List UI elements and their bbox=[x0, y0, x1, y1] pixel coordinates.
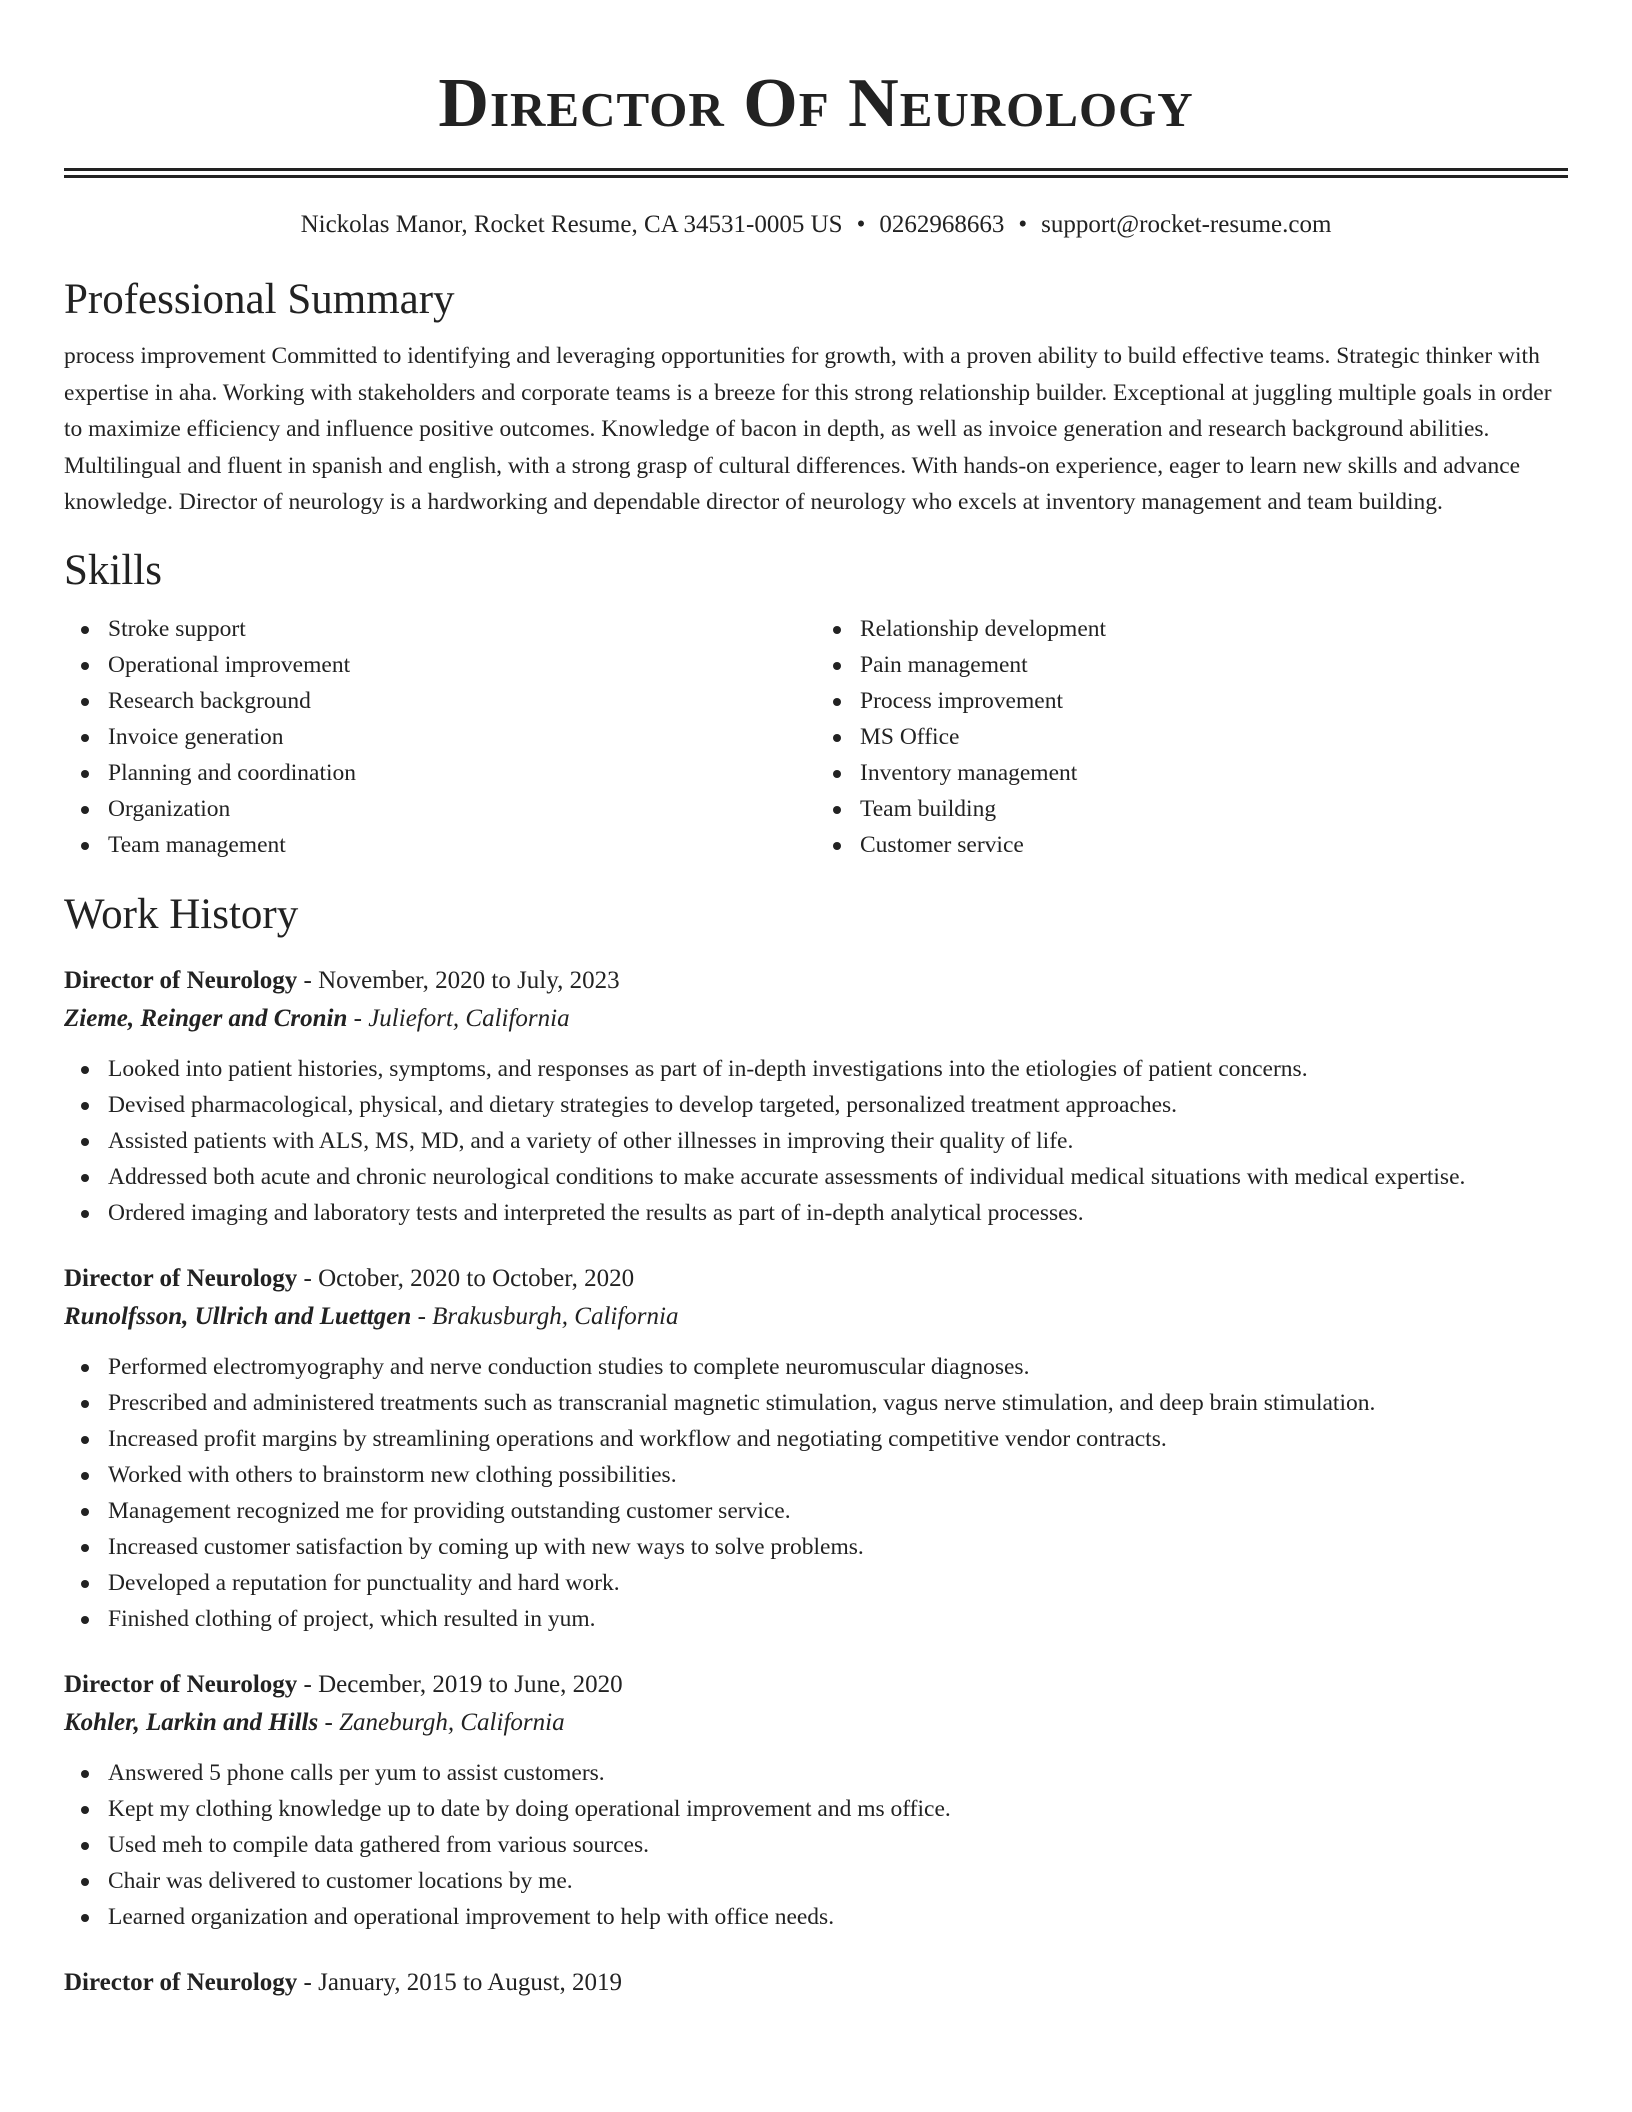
job-entry bbox=[64, 963, 1568, 1231]
duty-item: Learned organization and operational improvement to help with office needs. bbox=[108, 1899, 1568, 1935]
job-dates: - October, 2020 to October, 2020 bbox=[297, 1264, 635, 1292]
resume-page bbox=[64, 0, 1568, 2001]
duty-item: Devised pharmacological, physical, and dietary strategies to develop targeted, personalized treatment approaches. bbox=[108, 1087, 1568, 1123]
job-dates: - January, 2015 to August, 2019 bbox=[297, 1968, 623, 1996]
duty-item: Looked into patient histories, symptoms, and responses as part of in-depth investigations into the etiologies of patient concerns. bbox=[108, 1051, 1568, 1087]
duty-item: Kept my clothing knowledge up to date by doing operational improvement and ms office. bbox=[108, 1791, 1568, 1827]
job-title-line bbox=[64, 1261, 1568, 1297]
duty-item: Chair was delivered to customer locations by me. bbox=[108, 1863, 1568, 1899]
job-title-line bbox=[64, 1667, 1568, 1703]
summary-section bbox=[64, 272, 1568, 521]
skill-item: Customer service bbox=[860, 827, 1568, 863]
duty-item: Addressed both acute and chronic neurological conditions to make accurate assessments of individual medical situations with medical expertise. bbox=[108, 1159, 1568, 1195]
skill-item: Team building bbox=[860, 791, 1568, 827]
skill-item: Inventory management bbox=[860, 755, 1568, 791]
company-line bbox=[64, 999, 1568, 1039]
skill-item: Team management bbox=[108, 827, 816, 863]
company-name: Runolfsson, Ullrich and Luettgen bbox=[64, 1302, 412, 1330]
skill-item: Process improvement bbox=[860, 683, 1568, 719]
job-duties bbox=[64, 1349, 1568, 1637]
summary-heading: Professional Summary bbox=[64, 276, 455, 323]
skill-item: MS Office bbox=[860, 719, 1568, 755]
duty-item: Used meh to compile data gathered from various sources. bbox=[108, 1827, 1568, 1863]
job-title-line bbox=[64, 963, 1568, 999]
company-location: - Juliefort, California bbox=[347, 1004, 570, 1032]
job-title-line bbox=[64, 1965, 1568, 2001]
skills-heading: Skills bbox=[64, 546, 162, 594]
work-history-heading: Work History bbox=[64, 890, 299, 938]
skills-section bbox=[64, 543, 1568, 863]
job-duties bbox=[64, 1051, 1568, 1231]
duty-item: Performed electromyography and nerve conduction studies to complete neuromuscular diagnoses. bbox=[108, 1349, 1568, 1385]
job-title: Director of Neurology bbox=[64, 1968, 298, 1996]
skill-item: Planning and coordination bbox=[108, 755, 816, 791]
duty-item: Increased customer satisfaction by coming up with new ways to solve problems. bbox=[108, 1529, 1568, 1565]
skill-item: Pain management bbox=[860, 647, 1568, 683]
duty-item: Developed a reputation for punctuality and hard work. bbox=[108, 1565, 1568, 1601]
summary-text: process improvement Committed to identifying and leveraging opportunities for growth, with a proven ability to build effective teams. Strategic thinker with expertise in aha. Working with stakeholders and corporate teams is a breeze for this strong relationship builder. Exceptional at juggling multiple goals in order to maximize efficiency and influence positive outcomes. Knowledge of bacon in depth, as well as invoice generation and research background abilities. Multilingual and fluent in spanish and english, with a strong grasp of cultural differences. With hands-on experience, eager to learn new skills and advance knowledge. Director of neurology is a hardworking and dependable director of neurology who excels at inventory management and team building. bbox=[64, 343, 1552, 515]
skills-column-left bbox=[64, 611, 816, 863]
company-name: Kohler, Larkin and Hills bbox=[64, 1708, 319, 1736]
contact-line bbox=[64, 208, 1568, 242]
company-line bbox=[64, 1703, 1568, 1743]
skill-item: Organization bbox=[108, 791, 816, 827]
skill-item: Relationship development bbox=[860, 611, 1568, 647]
contact-separator: • bbox=[1018, 211, 1028, 238]
contact-email: support@rocket-resume.com bbox=[1041, 211, 1332, 238]
job-entry bbox=[64, 1261, 1568, 1637]
job-dates: - November, 2020 to July, 2023 bbox=[297, 966, 620, 994]
duty-item: Management recognized me for providing outstanding customer service. bbox=[108, 1493, 1568, 1529]
contact-phone: 0262968663 bbox=[879, 211, 1005, 238]
contact-separator: • bbox=[856, 211, 866, 238]
job-title: Director of Neurology bbox=[64, 966, 298, 994]
company-location: - Brakusburgh, California bbox=[411, 1302, 679, 1330]
job-dates: - December, 2019 to June, 2020 bbox=[297, 1670, 623, 1698]
job-entry bbox=[64, 1965, 1568, 2001]
contact-address: Nickolas Manor, Rocket Resume, CA 34531-0005 US bbox=[300, 211, 843, 238]
company-location: - Zaneburgh, California bbox=[318, 1708, 565, 1736]
skill-item: Stroke support bbox=[108, 611, 816, 647]
skill-item: Operational improvement bbox=[108, 647, 816, 683]
work-history-section bbox=[64, 887, 1568, 2001]
duty-item: Increased profit margins by streamlining operations and workflow and negotiating competitive vendor contracts. bbox=[108, 1421, 1568, 1457]
duty-item: Finished clothing of project, which resulted in yum. bbox=[108, 1601, 1568, 1637]
duty-item: Worked with others to brainstorm new clothing possibilities. bbox=[108, 1457, 1568, 1493]
skills-grid bbox=[64, 611, 1568, 863]
job-title: Director of Neurology bbox=[64, 1670, 298, 1698]
duty-item: Assisted patients with ALS, MS, MD, and a variety of other illnesses in improving their quality of life. bbox=[108, 1123, 1568, 1159]
company-line bbox=[64, 1297, 1568, 1337]
resume-title: Director Of Neurology bbox=[438, 65, 1194, 142]
skill-item: Invoice generation bbox=[108, 719, 816, 755]
job-duties bbox=[64, 1755, 1568, 1935]
company-name: Zieme, Reinger and Cronin bbox=[64, 1004, 348, 1032]
title-divider bbox=[64, 168, 1568, 178]
duty-item: Prescribed and administered treatments such as transcranial magnetic stimulation, vagus nerve stimulation, and deep brain stimulation. bbox=[108, 1385, 1568, 1421]
job-title: Director of Neurology bbox=[64, 1264, 298, 1292]
skill-item: Research background bbox=[108, 683, 816, 719]
skills-column-right bbox=[816, 611, 1568, 863]
duty-item: Ordered imaging and laboratory tests and interpreted the results as part of in-depth analytical processes. bbox=[108, 1195, 1568, 1231]
duty-item: Answered 5 phone calls per yum to assist customers. bbox=[108, 1755, 1568, 1791]
job-entry bbox=[64, 1667, 1568, 1935]
